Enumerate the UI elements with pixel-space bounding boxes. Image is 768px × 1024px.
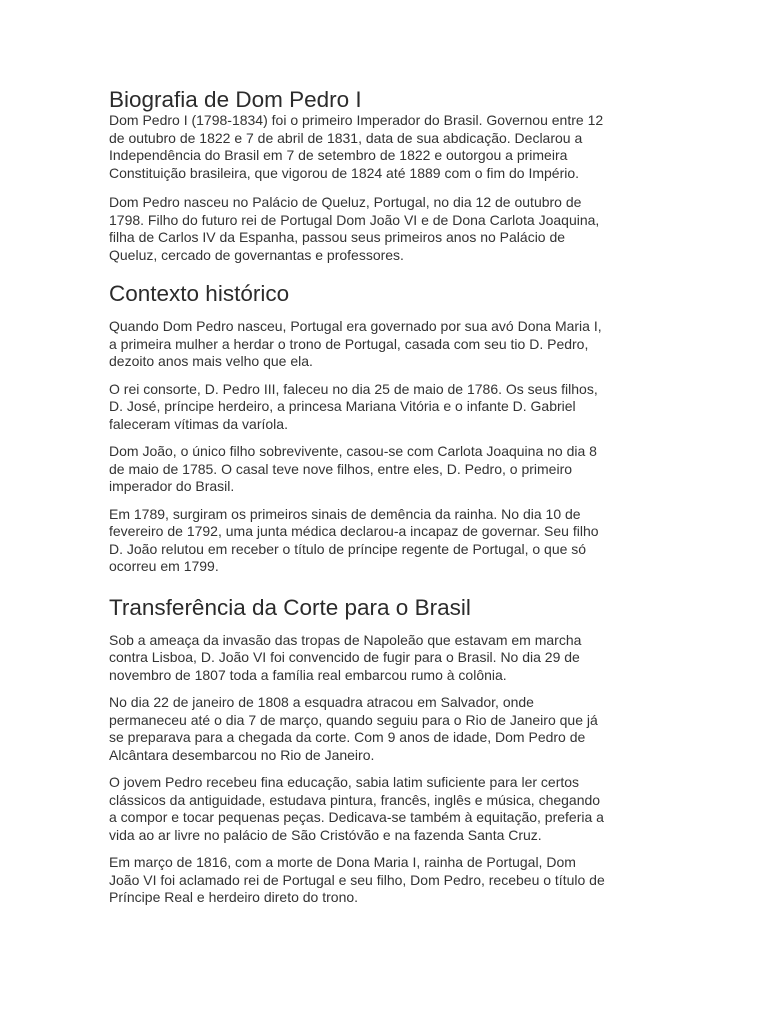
paragraph-line: Dom Pedro I (1798-1834) foi o primeiro Imperador do Brasil. Governou entre 12: [109, 112, 604, 128]
paragraph-line: Constituição brasileira, que vigorou de 1824 até 1889 com o fim do Império.: [109, 164, 580, 181]
section-heading: Transferência da Corte para o Brasil: [109, 594, 471, 620]
paragraph-line: se preparava para a chegada da corte. Com 9 anos de idade, Dom Pedro de: [109, 729, 586, 745]
document-page: [109, 88, 664, 907]
paragraph-line: de outubro de 1822 e 7 de abril de 1831, data de sua abdicação. Declarou a: [109, 129, 583, 146]
paragraph: [109, 443, 664, 496]
paragraph-line: de maio de 1785. O casal teve nove filhos, entre eles, D. Pedro, o primeiro: [109, 460, 573, 477]
paragraph-line: Quando Dom Pedro nasceu, Portugal era governado por sua avó Dona Maria I,: [109, 318, 602, 334]
paragraph-line: Alcântara desembarcou no Rio de Janeiro.: [109, 746, 375, 763]
paragraph-line: a primeira mulher a herdar o trono de Portugal, casada com seu tio D. Pedro,: [109, 335, 589, 352]
section-heading: Biografia de Dom Pedro I: [109, 87, 362, 112]
paragraph-line: faleceram vítimas da varíola.: [109, 415, 288, 432]
paragraph-line: O rei consorte, D. Pedro III, faleceu no dia 25 de maio de 1786. Os seus filhos,: [109, 380, 598, 397]
paragraph-line: Queluz, cercado de governantas e professores.: [109, 246, 404, 263]
paragraph-line: Dom João, o único filho sobrevivente, casou-se com Carlota Joaquina no dia 8: [109, 443, 597, 459]
paragraph: [109, 694, 664, 764]
paragraph: [109, 506, 664, 576]
paragraph: [109, 194, 664, 264]
paragraph-line: permaneceu até o dia 7 de março, quando seguiu para o Rio de Janeiro que já: [109, 711, 598, 728]
paragraph: [109, 112, 664, 182]
paragraph-line: clássicos da antiguidade, estudava pintura, francês, inglês e música, chegando: [109, 791, 601, 808]
paragraph: [109, 854, 664, 907]
paragraph-line: Em 1789, surgiram os primeiros sinais de demência da rainha. No dia 10 de: [109, 505, 581, 522]
paragraph-line: 1798. Filho do futuro rei de Portugal Dom João VI e de Dona Carlota Joaquina,: [109, 211, 600, 228]
paragraph-line: No dia 22 de janeiro de 1808 a esquadra atracou em Salvador, onde: [109, 694, 534, 710]
paragraph: [109, 632, 664, 685]
paragraph-line: vida ao ar livre no palácio de São Cristóvão e na fazenda Santa Cruz.: [109, 826, 542, 843]
paragraph-line: fevereiro de 1792, uma junta médica declarou-a incapaz de governar. Seu filho: [109, 523, 599, 539]
paragraph-line: Independência do Brasil em 7 de setembro de 1822 e outorgou a primeira: [109, 147, 568, 163]
paragraph: [109, 318, 664, 371]
paragraph: [109, 774, 664, 844]
paragraph-line: Dom Pedro nasceu no Palácio de Queluz, Portugal, no dia 12 de outubro de: [109, 194, 582, 210]
paragraph-line: Em março de 1816, com a morte de Dona Maria I, rainha de Portugal, Dom: [109, 854, 576, 870]
paragraph-line: a compor e tocar pequenas peças. Dedicava-se também à equitação, preferia a: [109, 809, 604, 825]
paragraph-line: ocorreu em 1799.: [109, 558, 219, 574]
paragraph-line: imperador do Brasil.: [109, 478, 235, 494]
paragraph: [109, 381, 664, 434]
paragraph-line: contra Lisboa, D. João VI foi convencido de fugir para o Brasil. No dia 29 de: [109, 649, 580, 665]
section-heading: Contexto histórico: [109, 281, 290, 306]
paragraph-line: D. João relutou em receber o título de príncipe regente de Portugal, o que só: [109, 540, 587, 557]
paragraph-line: Sob a ameaça da invasão das tropas de Napoleão que estavam em marcha: [109, 631, 582, 648]
paragraph-line: novembro de 1807 toda a família real embarcou rumo à colônia.: [109, 666, 507, 683]
paragraph-line: João VI foi aclamado rei de Portugal e seu filho, Dom Pedro, recebeu o título de: [109, 871, 605, 888]
paragraph-line: filha de Carlos IV da Espanha, passou seus primeiros anos no Palácio de: [109, 229, 566, 245]
paragraph-line: Príncipe Real e herdeiro direto do trono.: [109, 889, 359, 905]
paragraph-line: D. José, príncipe herdeiro, a princesa Mariana Vitória e o infante D. Gabriel: [109, 398, 576, 414]
paragraph-line: dezoito anos mais velho que ela.: [109, 353, 313, 369]
paragraph-line: O jovem Pedro recebeu fina educação, sabia latim suficiente para ler certos: [109, 774, 580, 790]
